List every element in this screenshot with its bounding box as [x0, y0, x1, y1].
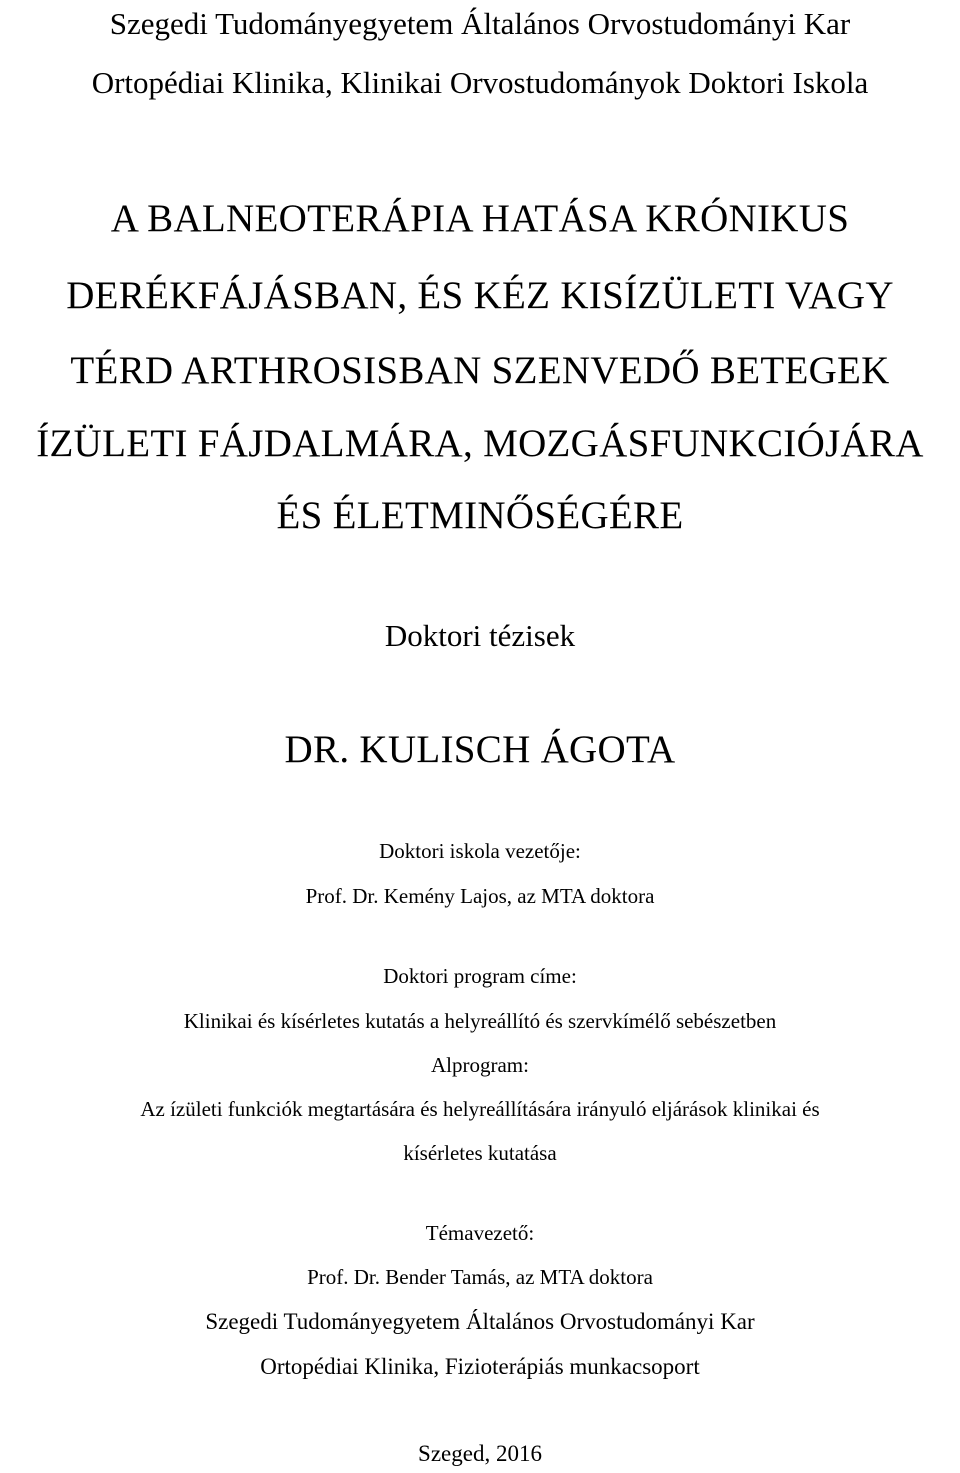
supervisor-affiliation-line-1: Szegedi Tudományegyetem Általános Orvostudományi Kar [205, 1309, 755, 1334]
program-label: Doktori program címe: [383, 964, 577, 988]
supervisor-label: Témavezető: [425, 1221, 535, 1245]
subprogram-label: Alprogram: [431, 1053, 529, 1077]
program-name: Klinikai és kísérletes kutatás a helyreállító és szervkímélő sebészetben [183, 1009, 777, 1033]
subprogram-name-line-2: kísérletes kutatása [403, 1141, 557, 1165]
document-type: Doktori tézisek [384, 618, 576, 653]
institution-line-1: Szegedi Tudományegyetem Általános Orvostudományi Kar [109, 6, 851, 41]
institution-line-2: Ortopédiai Klinika, Klinikai Orvostudományok Doktori Iskola [91, 65, 869, 100]
thesis-title-line-4: ÍZÜLETI FÁJDALMÁRA, MOZGÁSFUNKCIÓJÁRA [36, 422, 924, 465]
thesis-title-line-2: DERÉKFÁJÁSBAN, ÉS KÉZ KISÍZÜLETI VAGY [66, 274, 894, 317]
thesis-title-line-3: TÉRD ARTHROSISBAN SZENVEDŐ BETEGEK [70, 349, 890, 392]
school-head-name: Prof. Dr. Kemény Lajos, az MTA doktora [305, 884, 655, 908]
place-and-year: Szeged, 2016 [418, 1441, 542, 1466]
subprogram-name-line-1: Az ízületi funkciók megtartására és helyreállítására irányuló eljárások klinikai és [140, 1097, 820, 1121]
thesis-title-line-5: ÉS ÉLETMINŐSÉGÉRE [276, 494, 684, 537]
author-name: DR. KULISCH ÁGOTA [284, 728, 676, 771]
supervisor-affiliation-line-2: Ortopédiai Klinika, Fizioterápiás munkacsoport [260, 1354, 700, 1379]
school-head-label: Doktori iskola vezetője: [379, 839, 581, 863]
supervisor-name: Prof. Dr. Bender Tamás, az MTA doktora [307, 1265, 653, 1289]
thesis-title-line-1: A BALNEOTERÁPIA HATÁSA KRÓNIKUS [110, 197, 850, 240]
